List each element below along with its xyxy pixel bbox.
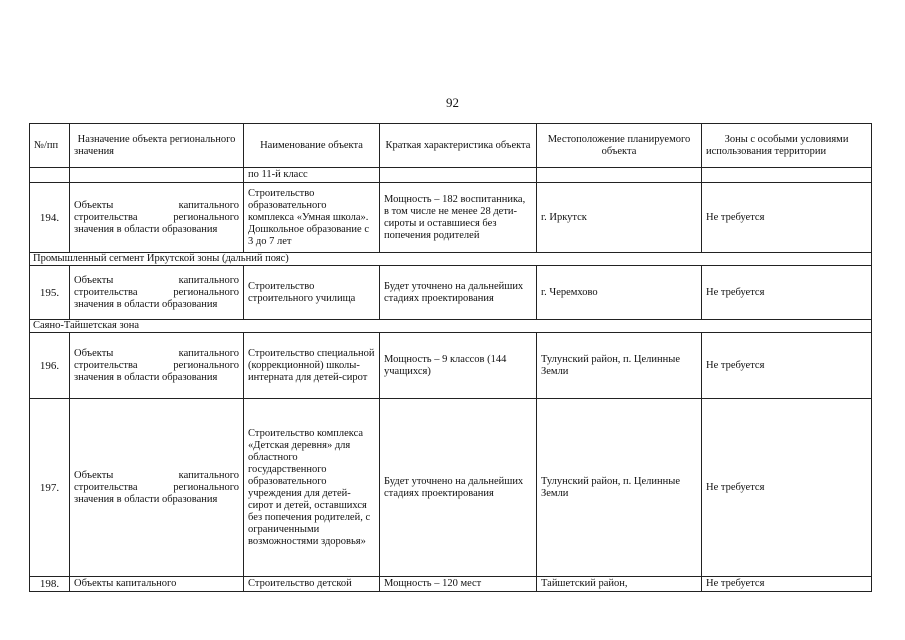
table-row <box>30 266 872 320</box>
row-zones: Не требуется <box>702 577 872 592</box>
section-industrial: Промышленный сегмент Иркутской зоны (дальний пояс) <box>30 253 872 266</box>
row-number: 195. <box>30 266 70 320</box>
row-purpose: Объекты капитального строительства регионального значения в области образования <box>70 266 244 320</box>
row-purpose: Объекты капитального строительства регионального значения в области образования <box>70 183 244 253</box>
header-location: Местоположение планируемого объекта <box>537 124 702 168</box>
row-purpose: Объекты капитального строительства регионального значения в области образования <box>70 399 244 577</box>
row-location: г. Черемхово <box>537 266 702 320</box>
row-zones: Не требуется <box>702 399 872 577</box>
row-location: Тулунский район, п. Целинные Земли <box>537 399 702 577</box>
row-number: 198. <box>30 577 70 592</box>
row-characteristic: Мощность – 9 классов (144 учащихся) <box>380 333 537 399</box>
header-zones: Зоны с особыми условиями использования территории <box>702 124 872 168</box>
table-header-row <box>30 124 872 168</box>
table-row <box>30 577 872 592</box>
header-characteristic: Краткая характеристика объекта <box>380 124 537 168</box>
section-row <box>30 253 872 266</box>
row-name: Строительство комплекса «Детская деревня» для областного государственного образовательного учреждения для детей-сирот и детей, оставшихся без попечения родителей, с ограниченными возможностями здоровья» <box>244 399 380 577</box>
header-purpose: Назначение объекта регионального значения <box>70 124 244 168</box>
table-row <box>30 183 872 253</box>
row-location: г. Иркутск <box>537 183 702 253</box>
row-purpose: Объекты капитального строительства регионального значения в области образования <box>70 333 244 399</box>
continuation-row <box>30 168 872 183</box>
row-characteristic: Мощность – 120 мест <box>380 577 537 592</box>
regional-objects-table <box>29 123 872 592</box>
row-location: Тулунский район, п. Целинные Земли <box>537 333 702 399</box>
row-characteristic: Будет уточнено на дальнейших стадиях проектирования <box>380 399 537 577</box>
row-characteristic: Будет уточнено на дальнейших стадиях проектирования <box>380 266 537 320</box>
row-location: Тайшетский район, <box>537 577 702 592</box>
table-row <box>30 333 872 399</box>
row-zones: Не требуется <box>702 266 872 320</box>
header-name: Наименование объекта <box>244 124 380 168</box>
row-number: 196. <box>30 333 70 399</box>
row-name: Строительство детской <box>244 577 380 592</box>
table-row <box>30 399 872 577</box>
continuation-name: по 11-й класс <box>244 168 380 183</box>
row-number: 194. <box>30 183 70 253</box>
header-num: №/пп <box>30 124 70 168</box>
row-number: 197. <box>30 399 70 577</box>
section-sayan: Саяно-Тайшетская зона <box>30 320 872 333</box>
row-name: Строительство специальной (коррекционной) школы-интерната для детей-сирот <box>244 333 380 399</box>
row-zones: Не требуется <box>702 333 872 399</box>
section-row <box>30 320 872 333</box>
page-number: 92 <box>446 95 459 110</box>
row-name: Строительство образовательного комплекса «Умная школа». Дошкольное образование с 3 до 7 лет <box>244 183 380 253</box>
row-name: Строительство строительного училища <box>244 266 380 320</box>
row-characteristic: Мощность – 182 воспитанника, в том числе не менее 28 дети-сироты и оставшиеся без попечения родителей <box>380 183 537 253</box>
row-purpose: Объекты капитального <box>70 577 244 592</box>
row-zones: Не требуется <box>702 183 872 253</box>
